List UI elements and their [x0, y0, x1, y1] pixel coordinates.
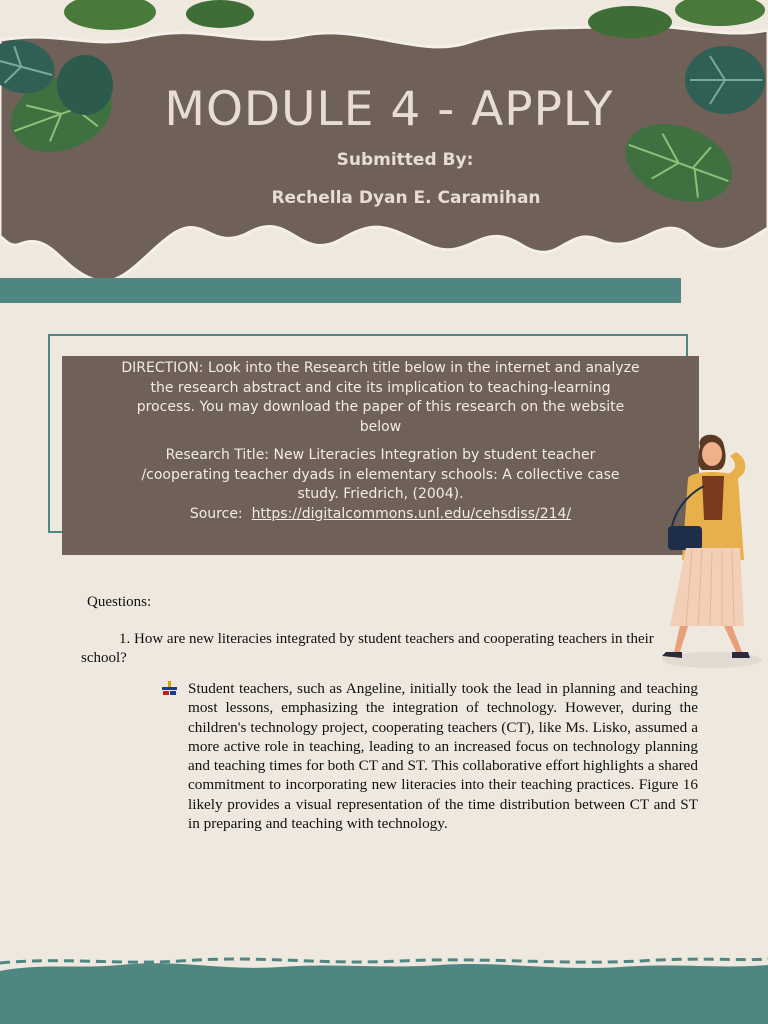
source-line — [120, 505, 641, 525]
footer-wave — [0, 955, 768, 1024]
research-info — [120, 446, 641, 524]
submitted-by-label: Submitted By: — [336, 150, 474, 170]
teal-divider-bar — [0, 278, 681, 303]
direction-text: DIRECTION: Look into the Research title below in the internet and analyze the research abstract and cite its implication to teaching-learning process. You may download the paper of this research on the website below — [121, 360, 640, 435]
bullet-square-icon — [160, 680, 178, 696]
monstera-leaf-icon — [64, 0, 254, 30]
research-title: Research Title: New Literacies Integration by student teacher /cooperating teacher dyads in elementary schools: A collective case study. Friedrich, (2004). — [141, 447, 620, 502]
source-label: Source: — [189, 505, 243, 522]
author-name: Rechella Dyan E. Caramihan — [271, 188, 541, 208]
source-link[interactable]: https://digitalcommons.unl.edu/cehsdiss/214/ — [251, 505, 572, 522]
page-title: MODULE 4 - APPLY — [164, 82, 614, 137]
answer-1: Student teachers, such as Angeline, initially took the lead in planning and teaching most lessons, emphasizing the integration of technology. However, during the children's technology project, cooperating teachers (CT), like Ms. Lisko, assumed a more active role in teaching, leading to an increased focus on technology planning and teaching times for both CT and ST. This collaborative effort highlights a shared commitment to incorporating new literacies into their teaching practices. Figure 16 likely provides a visual representation of the time distribution between CT and ST in preparing and teaching with technology. — [188, 680, 698, 833]
direction-box — [62, 356, 699, 555]
questions-label: Questions: — [87, 594, 152, 610]
question-1: 1. How are new literacies integrated by student teachers and cooperating teachers in their school? — [81, 631, 654, 666]
